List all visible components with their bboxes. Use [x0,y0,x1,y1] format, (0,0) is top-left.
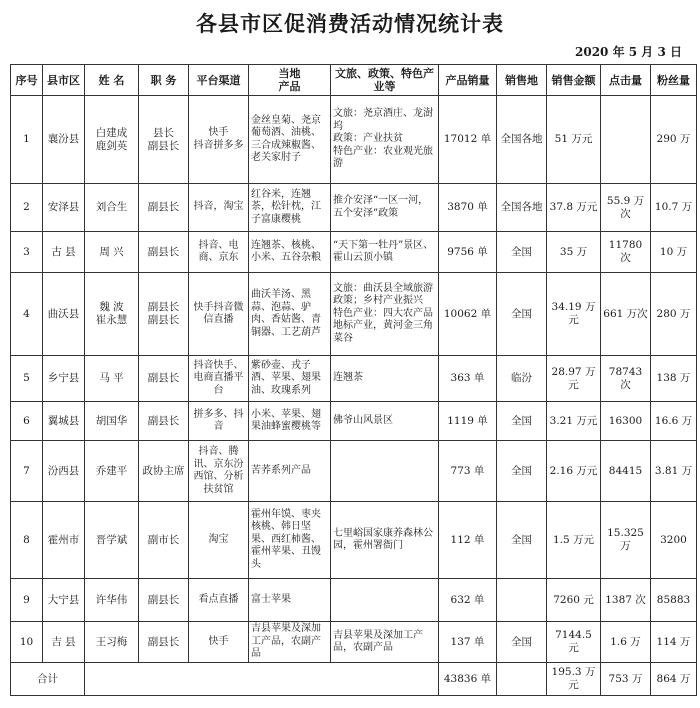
cell-culture: 文旅：尧京酒庄、龙澍坞 政策：产业扶贫 特色产业：农业观光旅游 [331,96,439,184]
header-clicks: 点击量 [601,65,651,96]
cell-no: 8 [11,502,43,579]
cell-county: 霍州市 [43,502,85,579]
cell-no: 1 [11,96,43,184]
cell-platform: 抖音，淘宝 [189,184,249,232]
cell-amount: 3.21 万元 [547,402,601,441]
cell-sales: 773 单 [439,441,497,502]
header-amount: 销售金额 [547,65,601,96]
cell-platform: 拼多多、抖音 [189,402,249,441]
cell-fans: 280 万 [651,273,697,356]
cell-sales: 10062 单 [439,273,497,356]
table-row [11,441,697,502]
cell-products: 吉县苹果及深加工产品，农副产品 [249,622,331,663]
cell-no: 2 [11,184,43,232]
cell-fans: 10.7 万 [651,184,697,232]
total-market-empty [497,663,547,696]
table-row [11,232,697,273]
cell-position: 副县长 副县长 [139,273,189,356]
cell-platform: 看点直播 [189,579,249,622]
cell-market: 全国 [497,273,547,356]
cell-products: 霍州年馍、枣夹核桃、韩日坚果、西红柿酱、霍州苹果、丑馒头 [249,502,331,579]
cell-no: 7 [11,441,43,502]
cell-platform: 抖音、腾讯、京东汾西馆、分析扶贫馆 [189,441,249,502]
cell-culture: 佛爷山风景区 [331,402,439,441]
cell-sales: 632 单 [439,579,497,622]
cell-name: 马 平 [85,356,139,402]
cell-fans: 138 万 [651,356,697,402]
header-county: 县市区 [43,65,85,96]
cell-market: 全国 [497,402,547,441]
table-row [11,402,697,441]
cell-products: 小米、苹果、翅果油蜂蜜樱桃等 [249,402,331,441]
cell-clicks: 1.6 万 [601,622,651,663]
total-label: 合计 [11,663,85,696]
cell-platform: 抖音快手、电商直播平台 [189,356,249,402]
cell-county: 吉 县 [43,622,85,663]
table-body [11,96,697,696]
cell-sales: 363 单 [439,356,497,402]
cell-clicks: 16300 [601,402,651,441]
cell-name: 王习梅 [85,622,139,663]
cell-fans: 85883 [651,579,697,622]
cell-amount: 37.8 万元 [547,184,601,232]
report-date: 2020 年 5 月 3 日 [575,45,682,59]
cell-culture: 连翘茶 [331,356,439,402]
total-amount: 195.3 万元 [547,663,601,696]
cell-position: 副县长 [139,402,189,441]
cell-position: 县长 副县长 [139,96,189,184]
cell-market: 全国各地 [497,96,547,184]
cell-amount: 28.97 万元 [547,356,601,402]
header-sales: 产品销量 [439,65,497,96]
page-title: 各县市区促消费活动情况统计表 [196,12,504,36]
cell-market: 全国 [497,441,547,502]
cell-name: 乔建平 [85,441,139,502]
cell-sales: 137 单 [439,622,497,663]
cell-culture: 文旅：曲沃县全域旅游政策；乡村产业振兴 特色产业：四大农产品地标产业，黄河金三角菜谷 [331,273,439,356]
cell-amount: 35 万 [547,232,601,273]
table-row [11,502,697,579]
cell-products: 紫砂壶、戎子酒、苹果、翅果油、玫瑰系列 [249,356,331,402]
header-position: 职 务 [139,65,189,96]
total-clicks: 753 万 [601,663,651,696]
cell-culture [331,579,439,622]
header-market: 销售地 [497,65,547,96]
cell-county: 翼城县 [43,402,85,441]
cell-sales: 112 单 [439,502,497,579]
cell-culture: 推介安泽“一区一河，五个安泽”政策 [331,184,439,232]
cell-culture: 吉县苹果及深加工产品，农副产品 [331,622,439,663]
cell-sales: 17012 单 [439,96,497,184]
cell-fans: 114 万 [651,622,697,663]
header-fans: 粉丝量 [651,65,697,96]
cell-amount: 34.19 万元 [547,273,601,356]
cell-market: 全国 [497,502,547,579]
cell-products: 红谷米，连翘茶，松针枕，江子富康樱桃 [249,184,331,232]
cell-clicks: 11780 次 [601,232,651,273]
table-row [11,622,697,663]
cell-no: 4 [11,273,43,356]
cell-platform: 抖音、电商、京东 [189,232,249,273]
header-platform: 平台渠道 [189,65,249,96]
cell-position: 政协主席 [139,441,189,502]
cell-platform: 快手 抖音拼多多 [189,96,249,184]
cell-name: 许华伟 [85,579,139,622]
cell-no: 10 [11,622,43,663]
cell-amount: 7144.5 元 [547,622,601,663]
cell-products: 连翘茶、核桃、小米、五谷杂粮 [249,232,331,273]
cell-products: 富士苹果 [249,579,331,622]
cell-market: 全国 [497,622,547,663]
table-row [11,184,697,232]
cell-amount: 7260 元 [547,579,601,622]
cell-position: 副县长 [139,232,189,273]
cell-clicks: 661 万次 [601,273,651,356]
cell-name: 晋学斌 [85,502,139,579]
cell-fans: 3.81 万 [651,441,697,502]
cell-no: 3 [11,232,43,273]
cell-market [497,579,547,622]
cell-fans: 10 万 [651,232,697,273]
statistics-table [10,64,697,696]
cell-clicks: 55.9 万 次 [601,184,651,232]
header-products: 当地 产品 [249,65,331,96]
cell-county: 乡宁县 [43,356,85,402]
cell-name: 魏 波 崔永慧 [85,273,139,356]
cell-market: 全国各地 [497,184,547,232]
cell-name: 白建成 鹿剑英 [85,96,139,184]
cell-county: 大宁县 [43,579,85,622]
cell-name: 刘合生 [85,184,139,232]
cell-position: 副县长 [139,579,189,622]
cell-clicks [601,96,651,184]
cell-no: 9 [11,579,43,622]
table-header-row [11,65,697,96]
total-spacer [85,663,439,696]
cell-position: 副县长 [139,622,189,663]
cell-fans: 290 万 [651,96,697,184]
cell-amount: 1.5 万元 [547,502,601,579]
cell-no: 6 [11,402,43,441]
cell-products: 金丝皇菊、尧京葡萄酒、油桃、三合成辣椒酱、老关家肘子 [249,96,331,184]
cell-county: 古 县 [43,232,85,273]
cell-sales: 1119 单 [439,402,497,441]
cell-fans: 16.6 万 [651,402,697,441]
table-row [11,273,697,356]
cell-platform: 快手抖音微信直播 [189,273,249,356]
cell-products: 苦荞系列产品 [249,441,331,502]
cell-market: 临汾 [497,356,547,402]
cell-products: 曲沃羊汤、黑蒜、泡蒜、驴肉、香姑酱、青铜器、工艺葫芦 [249,273,331,356]
cell-platform: 淘宝 [189,502,249,579]
header-culture: 文旅、政策、特色产 业等 [331,65,439,96]
cell-sales: 9756 单 [439,232,497,273]
cell-culture: 七里峪国家康养森林公园，霍州署衙门 [331,502,439,579]
cell-name: 周 兴 [85,232,139,273]
cell-platform: 快手 [189,622,249,663]
cell-sales: 3870 单 [439,184,497,232]
cell-fans: 3200 [651,502,697,579]
cell-position: 副市长 [139,502,189,579]
cell-culture [331,441,439,502]
cell-county: 汾西县 [43,441,85,502]
table-row [11,96,697,184]
cell-county: 襄汾县 [43,96,85,184]
cell-market: 全国 [497,232,547,273]
table-row [11,356,697,402]
cell-name: 胡国华 [85,402,139,441]
total-sales: 43836 单 [439,663,497,696]
cell-no: 5 [11,356,43,402]
total-fans: 864 万 [651,663,697,696]
cell-clicks: 78743 次 [601,356,651,402]
total-row [11,663,697,696]
cell-county: 曲沃县 [43,273,85,356]
table-row [11,579,697,622]
cell-amount: 51 万元 [547,96,601,184]
cell-clicks: 15.325 万 [601,502,651,579]
cell-clicks: 84415 [601,441,651,502]
header-no: 序号 [11,65,43,96]
cell-position: 副县长 [139,184,189,232]
cell-clicks: 1387 次 [601,579,651,622]
cell-amount: 2.16 万元 [547,441,601,502]
cell-position: 副县长 [139,356,189,402]
header-name: 姓 名 [85,65,139,96]
cell-county: 安泽县 [43,184,85,232]
cell-culture: “天下第一牡丹”景区、霍山云顶小镇 [331,232,439,273]
